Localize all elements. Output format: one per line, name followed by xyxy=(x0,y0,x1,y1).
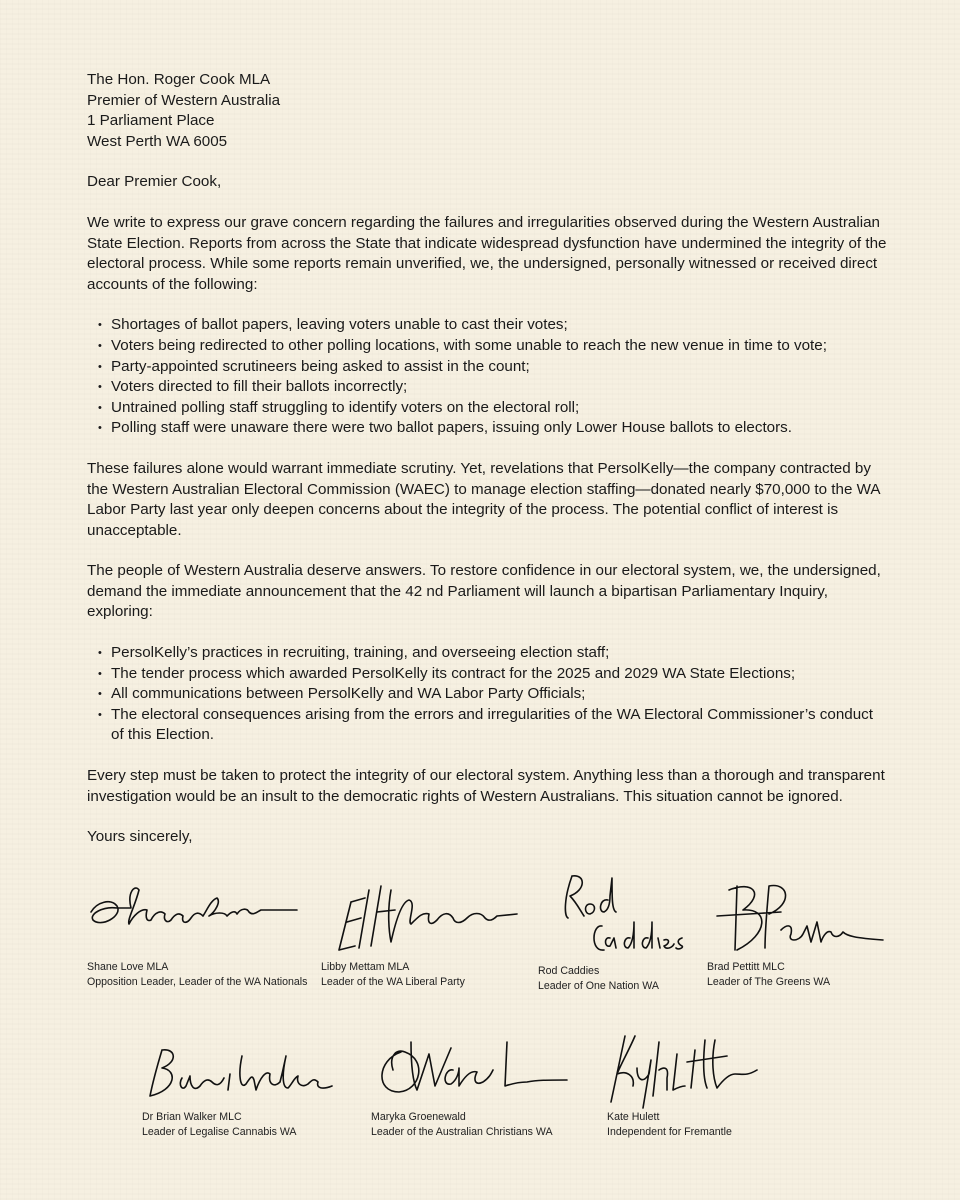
list-item: • All communications between PersolKelly and WA Labor Party Officials; xyxy=(111,684,887,705)
list-item: • The electoral consequences arising from the errors and irregularities of the WA Electoral Commissioner’s conduct of this Election. xyxy=(111,705,887,746)
paragraph-persolkelly: These failures alone would warrant immediate scrutiny. Yet, revelations that PersolKelly—the company contracted by the Western Australian Electoral Commission (WAEC) to manage election staffing—donated nearly $70,000 to the WA Labor Party last year only deepen concerns about the integrity of the process. The potential conflict of interest is unacceptable. xyxy=(87,459,880,539)
paragraph-conclusion: Every step must be taken to protect the integrity of our electoral system. Anything less than a thorough and transparent investigation would be an insult to the democratic rights of Western Australians. This situation cannot be ignored. xyxy=(87,767,885,805)
signatory-role: Independent for Fremantle xyxy=(607,1126,732,1138)
signatory-name: Kate Hulett xyxy=(607,1111,660,1123)
signatory-brad-pettitt xyxy=(707,872,887,990)
inquiry-list xyxy=(87,643,887,746)
signatory-name: Brad Pettitt MLC xyxy=(707,961,785,973)
signatory-name: Rod Caddies xyxy=(538,965,600,977)
signatory-role: Leader of the WA Liberal Party xyxy=(321,976,465,988)
signatory-role: Leader of The Greens WA xyxy=(707,976,831,988)
signatory-maryka-groenewald xyxy=(371,1030,571,1140)
signature-image xyxy=(371,1030,571,1110)
signatory-kate-hulett xyxy=(607,1030,787,1140)
list-item: • Shortages of ballot papers, leaving voters unable to cast their votes; xyxy=(111,315,887,336)
paragraph-demand: The people of Western Australia deserve answers. To restore confidence in our electoral system, we, the undersigned, demand the immediate announcement that the 42 nd Parliament will launch a bipartisan Parliamentary Inquiry, exploring: xyxy=(87,562,881,621)
signature-image xyxy=(607,1030,787,1110)
irregularities-list xyxy=(87,315,887,439)
list-item: • Polling staff were unaware there were two ballot papers, issuing only Lower House ballots to electors. xyxy=(111,418,887,439)
signatory-role: Opposition Leader, Leader of the WA Nationals xyxy=(87,976,308,988)
signature-image xyxy=(538,868,688,964)
signatory-role: Leader of One Nation WA xyxy=(538,980,659,992)
signatory-libby-mettam xyxy=(321,872,521,990)
signature-image xyxy=(142,1034,342,1110)
list-item: • Party-appointed scrutineers being asked to assist in the count; xyxy=(111,357,887,378)
list-item: • Voters being redirected to other polling locations, with some unable to reach the new venue in time to vote; xyxy=(111,336,887,357)
signatory-name: Libby Mettam MLA xyxy=(321,961,410,973)
list-item: • The tender process which awarded PersolKelly its contract for the 2025 and 2029 WA State Elections; xyxy=(111,664,887,685)
list-item: • Untrained polling staff struggling to identify voters on the electoral roll; xyxy=(111,398,887,419)
signature-image xyxy=(707,872,887,960)
paragraph-concerns: We write to express our grave concern regarding the failures and irregularities observed during the Western Australian State Election. Reports from across the State that indicate widespread dysfunction have undermined the integrity of the electoral process. While some reports remain unverified, we, the undersigned, personally witnessed or received direct accounts of the following: xyxy=(87,213,887,293)
signatory-brian-walker xyxy=(142,1034,342,1140)
letter-body xyxy=(87,70,887,848)
signatory-rod-caddies xyxy=(538,868,688,994)
signature-image xyxy=(321,872,521,960)
signatory-name: Maryka Groenewald xyxy=(371,1111,466,1123)
address-line: The Hon. Roger Cook MLA xyxy=(87,71,271,88)
address-line: Premier of Western Australia xyxy=(87,91,281,109)
signatory-name: Dr Brian Walker MLC xyxy=(142,1111,242,1123)
recipient-address xyxy=(87,70,887,152)
closing: Yours sincerely, xyxy=(87,828,193,846)
signatory-role: Leader of Legalise Cannabis WA xyxy=(142,1126,297,1138)
salutation: Dear Premier Cook, xyxy=(87,173,222,191)
list-item: • Voters directed to fill their ballots incorrectly; xyxy=(111,377,887,398)
signature-image xyxy=(87,872,302,960)
signatory-role: Leader of the Australian Christians WA xyxy=(371,1126,553,1138)
signatory-name: Shane Love MLA xyxy=(87,961,169,973)
address-line: 1 Parliament Place xyxy=(87,112,215,130)
address-line: West Perth WA 6005 xyxy=(87,132,228,150)
list-item: • PersolKelly’s practices in recruiting, training, and overseeing election staff; xyxy=(111,643,887,664)
signatory-shane-love xyxy=(87,872,307,990)
